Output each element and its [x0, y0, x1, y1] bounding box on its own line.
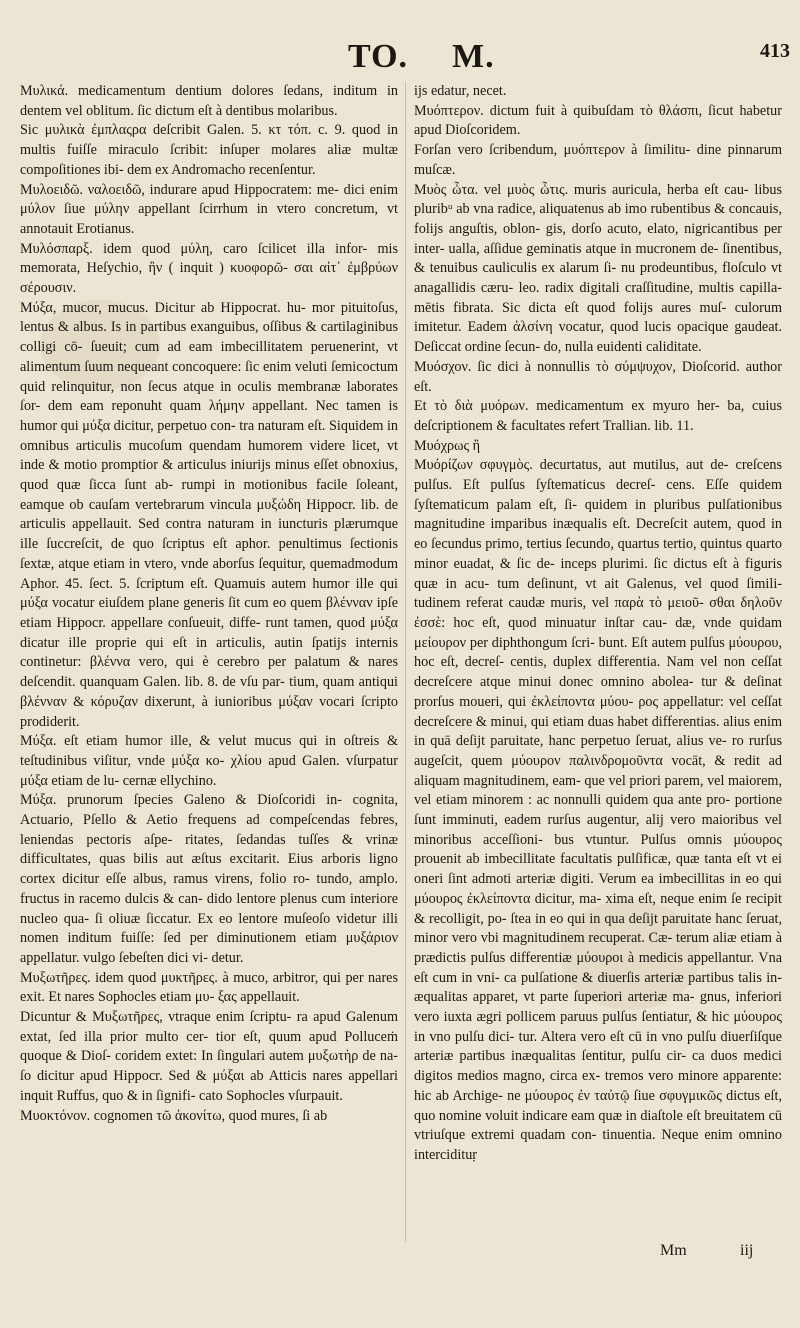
entry-paragraph: Et τὸ διὰ μυόρων. medicamentum ex myuro her- ba, cuius deſcriptionem & facultates refert Trallian. lib. 11.: [414, 398, 782, 434]
header-left-letters: TO.: [348, 38, 409, 75]
entry-paragraph: ijs edatur, necet.: [414, 83, 507, 99]
header-right-letters: M.: [452, 38, 495, 75]
entry-paragraph: Μύξα, mucor, mucus. Dicitur ab Hippocrat. hu- mor pituitoſus, lentus & albus. Is in partibus exanguibus, oſſibus & cartilaginibus colligi cō- ſueuit; cum ad eam imbecillitatem peruenerint, vt alimentum ſuum nequeant concoquere: ſic enim veluti ſemicoctum quid relinquitur, non ſecus atque in oculis membranæ laborates ſor- dem eam reponuht quam λήμην appellant. Nec tamen is humor qui μύξα dicitur, perpetuo con- tra naturam eſt. Siquidem in omnibus articulis mucoſum quendam humorem videre licet, vt inde & motio promptior & articulus iniurijs minus eſſet obnoxius, quod quæ ſicca ſunt ab- rumpi in motionibus facile ſoleant, eamque ob cauſam vertebrarum vincula μυξώδη Hippocr. lib. de articulis appellauit. Sed contra naturam in iuncturis plærumque ille ſuccreſcit, de quo ſcriptus eſt aphor. penultimus ſectionis ſextæ, atque etiam in vtero, vnde aborſus ſequitur, quemadmodum Aphor. 45. ſect. 5. ſcriptum eſt. Quamuis autem humor ille qui μύξα vocatur eiuſdem plane generis ſit cum eo quem βλένναν ipſe etiam Hippocr. appellare conſueuit, diffe- runt tamen, quod μύξα dicatur ille proprie qui eſt in articulis, autin ſpatijs internis continetur: βλέννα vero, qui è cerebro per palatum & nares deſcendit. quanquam Galen. lib. 8. de vſu par- tium, quam antiqui βλένναν & κόρυζαν dixerunt, à iunioribus μύξαν vocari ſcripto prodiderit.: [20, 299, 398, 730]
catchword: Mm: [660, 1242, 687, 1259]
page-number: 413: [760, 40, 790, 62]
entry-paragraph: Μύξα. prunorum ſpecies Galeno & Dioſcoridi in- cognita, Actuario, Pſello & Aetio frequens ad compeſcendas febres, leniendas pectoris aſpe- ritates, ſedandas tuſſes & vrinæ difficultates, quas bilis aut æſtus excitarit. Eius arboris ligno cortex dicitur eſſe albus, ramus virens, folio ro- tundo, amplo. fructus in racemo dulcis & can- dido lentore plenus cum interiore nucleo qua- ſi oliuæ ſiccatur. Ex eo lentore muſeoſo videtur illi nomen inditum fuiſſe: ſed per diminutionem etiam μυξάριον appellatur. vulgo ſebeſten dici vi- detur.: [20, 792, 398, 966]
entry-paragraph: Μύξα. eſt etiam humor ille, & velut mucus qui in oſtreis & teſtudinibus viſitur, vnde μύξα κο- χλίου apud Galen. vſurpatur μύξα etiam de lu- cernæ ellychino.: [20, 733, 398, 789]
column-divider: [405, 82, 406, 1242]
entry-paragraph: Μυὸς ὦτα. vel μυὸς ὦτις. muris auricula, herba eſt cau- libus pluribᵘ ab vna radice, aliquatenus ab imo rubentibus & concauis, folijs anguſtis, oblon- gis, dorſo acuto, elato, nigricantibus per inter- ualla, aſſidue geminatis atque in mucronem de- ſinentibus, & tenuibus cauliculis ex alarum ſi- nu prodeuntibus, floſculo vt anagallidis cæru- leo. radix digitali craſſitudine, multis capilla- mētis fibrata. Sic dicta eſt quod folijs aures muſ- culorum imitetur. Eadem ἀλσίνη vocatur, quod lucis opacique gaudeat. Deſiccat ordine ſecun- do, nulla euidenti caliditate.: [414, 181, 782, 356]
left-column: [20, 82, 398, 1126]
entry-paragraph: Μυοκτόνον. cognomen τῶ ἀκονίτω, quod mures, ſi ab: [20, 1107, 328, 1124]
entry-paragraph: Μυξωτῆρες. idem quod μυκτῆρες. à muco, arbitror, qui per nares exit. Et nares Sophocles etiam μυ- ξας appellauit.: [20, 969, 398, 1006]
entry-paragraph: Μυλόσπαρξ. idem quod μύλη, caro ſcilicet illa infor- mis memorata, Heſychio, ἢν ( inquit ) κυοφορῶ- σαι αἱτ᾽ ἐμβρύων σέρουσιν.: [20, 240, 398, 297]
entry-paragraph: Μυόσχον. ſic dici à nonnullis τὸ σύμψυχον, Dioſcorid. author eſt.: [414, 358, 782, 395]
entry-paragraph: Dicuntur & Μυξωτῆρες, vtraque enim ſcriptu- ra apud Galenum extat, ſed illa prior multo cer- tior eſt, quum apud Polluceṁ quoque & Dioſ- coridem extet: In ſingulari autem μυξωτὴρ de na- ſo dicitur apud Hippocr. Sed & μύξαι ab Atticis nares appellari inquit Ruffus, quo & in ſignifi- cato Sophocles vſurpauit.: [20, 1009, 398, 1104]
entry-paragraph: Μυλικά. medicamentum dentium dolores ſedans, inditum in dentem vel oblitum. ſic dictum eſt à dentibus molaribus.: [20, 83, 398, 119]
signature-mark: iij: [740, 1242, 754, 1259]
right-column: [414, 82, 782, 1166]
entry-paragraph: Μυόχρως ἢ: [414, 437, 481, 454]
entry-paragraph: Sic μυλικὰ ἐμπλαςρα deſcribit Galen. 5. κτ τόπ. c. 9. quod in multis fuiſſe miraculo ſcribit: inſuper molares aliæ multæ compoſitiones ibi- dem ex Andromacho recenſentur.: [20, 122, 398, 178]
entry-paragraph: Μυόρίζων σφυγμὸς. decurtatus, aut mutilus, aut de- creſcens pulſus. Eſt pulſus ſyſtematicus decreſ- cens. Eſſe quidem ſyſtematicum palam eſt, ſi- quidem in pluribus pulſationibus magnitudine imparibus inæqualis eſt. Decreſcit autem, quod in eo ſecundus primo, tertius ſecundo, quartus tertio, quintus quarto minor euadat, & ſic de- inceps plurimi. ſic dictus eſt à figuris quæ in acu- tum deſinunt, vt ait Galenus, vel quod ſimili- tudinem referat caudæ muris, vel παρὰ τὸ μειοῦ- σθαι δηλοῦν ἐσσὲ: hoc eſt, quod minuatur inſtar cau- dæ, vnde quidam μείουρον per diphthongum ſcri- bunt. Eſt autem pulſus μύουρου, hoc eſt, decreſ- centis, duplex differentia. Nam vel non ceſſat decreſcere atque minui donec omnino abolea- tur & deſinat prorſus moueri, qui ἐκλείποντα μύου- ρος appellatur: vel ceſſat decreſcere & minui, qui etiam duas habet differentias. alius enim in quā deſijt paruitate, hanc perpetuo ſeruat, alius ve- ro rurſus augeſcit, quem μύουρον παλινδρομοῦντα vocāt, & redit ad aliquam magnitudinem, eam- que vel priori parem, vel maiorem, vel etiam minorem : ac nonnulli quidem qua ante pro- portione ſunt imminuti, eadem rurſus augentur, alij vero maioribus vel minoribus acceſſioni- bus vtuntur. Pulſus omnis μύουρος prouenit ab imbecillitate facultatis pulſificæ, quæ tanta eſt vt ei oneri ſint admoti arteriæ digiti. Verum ea imbecillitas in eo qui μύουρος ἐκλείποντα dicitur, ma- xima eſt, neque enim ſe recipit & recolligit, po- ſtea in eo qui in qua deſijt paruitate hanc ſeruat, minor vero vbi magnitudinem recuperat. Cæ- terum aliæ etiam à prædictis pulſus differentiæ μύουροι à medicis appellantur. Vna eſt cum in vni- ca pulſatione & diuerſis arteriæ partibus talis in- æqualitas apparet, vt parte ſuperiori arteriæ ma- gnus, inferiori vero iuxta ægri pollicem paruus pulſus ſentiatur, & hic μύουρος in vno pulſu dici- tur. Altera vero eſt cū in vno pulſu diuerſiſque arteriæ partibus inæqualitas ſentitur, pulſu cir- ca duos medici digitos medios magno, circa ex- tremos vero minore apparente: hic ab Archige- ne μύουρος ἐν ταὐτῷ ſiue σφυγμικῶς dictus eſt, quo nomine voluit indicare eam quæ in diaſtole eſt breuitatem cū vtriuſque extremi quadam con- tinuentia. Neque enim omnino intercidituṛ: [414, 457, 782, 1163]
entry-paragraph: Forſan vero ſcribendum, μυόπτερον à ſimilitu- dine pinnarum muſcæ.: [414, 142, 782, 178]
entry-paragraph: Μυόπτερον. dictum fuit à quibuſdam τὸ θλάσπι, ſicut habetur apud Dioſcoridem.: [414, 102, 782, 139]
running-header: [0, 38, 800, 78]
entry-paragraph: Μυλοειδῶ. ναλοειδῶ, indurare apud Hippocratem: me- dici enim μύλον ſiue μύλην appellant ſcirrhum in vtero concretum, vt annotauit Erotianus.: [20, 181, 398, 237]
